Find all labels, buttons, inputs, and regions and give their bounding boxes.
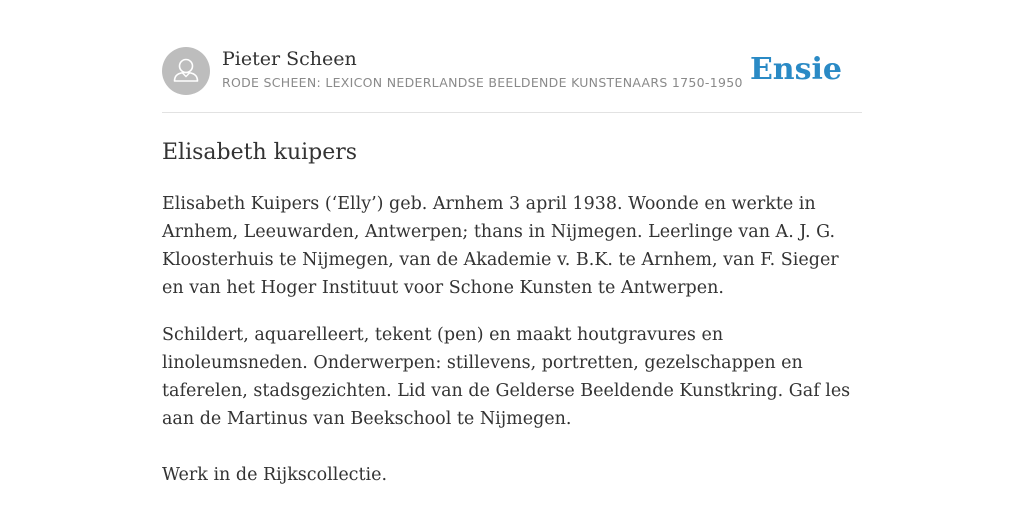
author-name[interactable]: Pieter Scheen (222, 48, 357, 70)
source-title[interactable]: RODE SCHEEN: LEXICON NEDERLANDSE BEELDENDE KUNSTENAARS 1750-1950 (222, 75, 743, 90)
article-title: Elisabeth kuipers (162, 140, 358, 165)
avatar[interactable] (162, 47, 210, 95)
ensie-logo[interactable]: Ensie (749, 52, 842, 87)
article-paragraph: Werk in de Rijkscollectie. (162, 465, 388, 485)
article-header (162, 47, 862, 113)
article-paragraph: Schildert, aquarelleert, tekent (pen) en maakt houtgravures en linoleumsneden. Onderwerpen: stillevens, portretten, gezelschappen en taferelen, stadsgezichten. Lid van de Gelderse Beeldende Kunstkring. Gaf les aan de Martinus van Beekschool te Nijmegen. (162, 325, 851, 429)
article-paragraph: Elisabeth Kuipers (‘Elly’) geb. Arnhem 3 april 1938. Woonde en werkte in Arnhem, Leeuwarden, Antwerpen; thans in Nijmegen. Leerlinge van A. J. G. Kloosterhuis te Nijmegen, van de Akademie v. B.K. te Arnhem, van F. Sieger en van het Hoger Instituut voor Schone Kunsten te Antwerpen. (162, 194, 839, 298)
user-icon (162, 47, 210, 95)
